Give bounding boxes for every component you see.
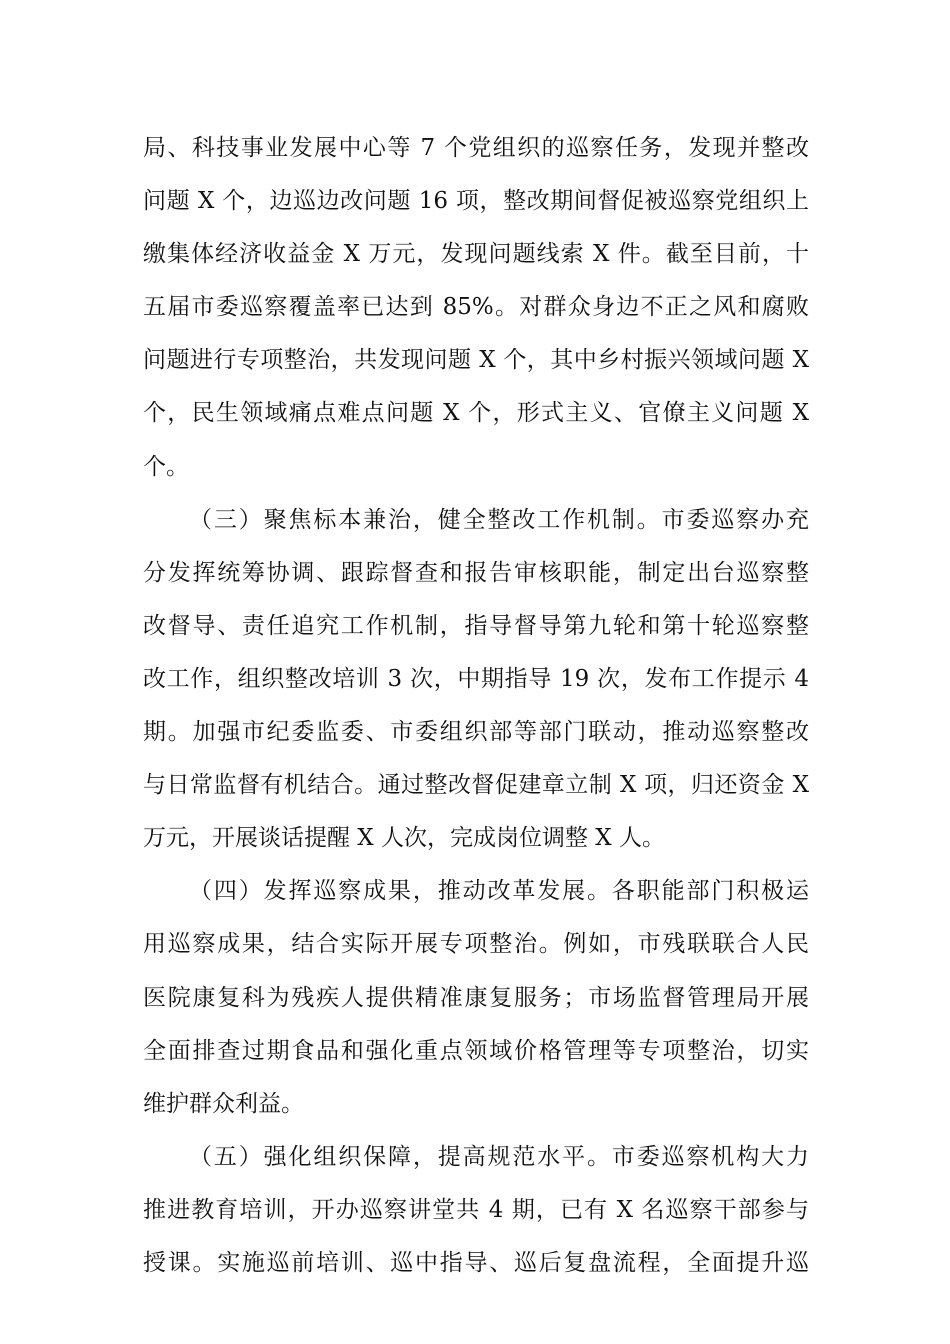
text-line: 用巡察成果，结合实际开展专项整治。例如，市残联联合人民	[143, 931, 809, 958]
text-line: 维护群众利益。	[143, 1090, 304, 1117]
section-heading-line: （五）强化组织保障，提高规范水平。市委巡察机构大力	[189, 1143, 809, 1170]
text-line: 局、科技事业发展中心等 7 个党组织的巡察任务，发现并整改	[143, 135, 809, 161]
text-line: 改督导、责任追究工作机制，指导督导第九轮和第十轮巡察整	[143, 612, 809, 639]
text-line: 五届市委巡察覆盖率已达到 85%。对群众身边不正之风和腐败	[143, 294, 809, 321]
text-line: 全面排查过期食品和强化重点领域价格管理等专项整治，切实	[143, 1037, 809, 1064]
document-body	[143, 122, 809, 1290]
section-heading-line: （四）发挥巡察成果，推动改革发展。各职能部门积极运	[189, 878, 809, 905]
paragraph-section-4	[143, 865, 809, 1130]
paragraph-section-3	[143, 494, 809, 866]
section-heading-line: （三）聚焦标本兼治，健全整改工作机制。市委巡察办充	[189, 506, 809, 533]
text-line: 缴集体经济收益金 X 万元，发现问题线索 X 件。截至目前，十	[143, 241, 809, 268]
text-line: 推进教育培训，开办巡察讲堂共 4 期，已有 X 名巡察干部参与	[143, 1196, 809, 1223]
text-line: 个，民生领域痛点难点问题 X 个，形式主义、官僚主义问题 X	[143, 400, 809, 427]
paragraph-section-5	[143, 1131, 809, 1290]
text-line: 与日常监督有机结合。通过整改督促建章立制 X 项，归还资金 X	[143, 772, 809, 799]
text-line: 万元，开展谈话提醒 X 人次，完成岗位调整 X 人。	[143, 825, 665, 852]
text-line: 个。	[143, 453, 189, 480]
paragraph-inspection-results	[143, 122, 809, 494]
text-line: 改工作，组织整改培训 3 次，中期指导 19 次，发布工作提示 4	[143, 665, 809, 692]
text-line: 分发挥统筹协调、跟踪督查和报告审核职能，制定出台巡察整	[143, 559, 809, 586]
text-line: 问题进行专项整治，共发现问题 X 个，其中乡村振兴领域问题 X	[143, 347, 809, 374]
text-line: 期。加强市纪委监委、市委组织部等部门联动，推动巡察整改	[143, 719, 809, 746]
text-line: 授课。实施巡前培训、巡中指导、巡后复盘流程，全面提升巡	[143, 1249, 809, 1276]
text-line: 医院康复科为残疾人提供精准康复服务；市场监督管理局开展	[143, 984, 809, 1011]
text-line: 问题 X 个，边巡边改问题 16 项，整改期间督促被巡察党组织上	[143, 188, 809, 215]
